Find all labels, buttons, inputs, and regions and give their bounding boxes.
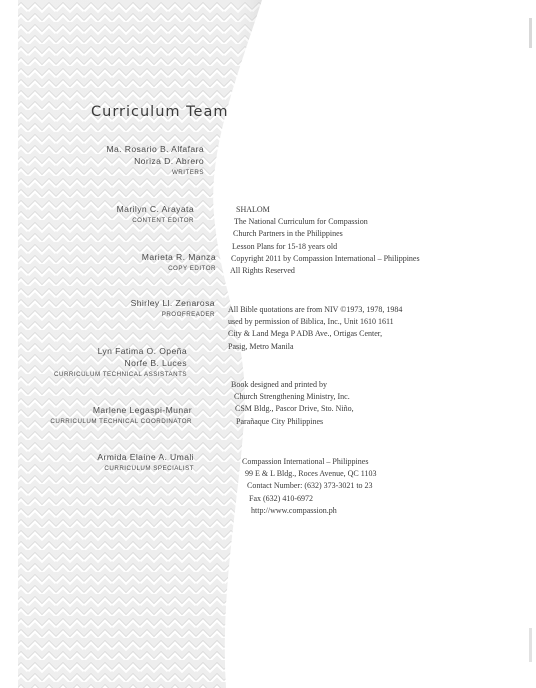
credit-role: CONTENT EDITOR (132, 217, 194, 224)
page-title: Curriculum Team (91, 104, 229, 120)
book-info-line: All Rights Reserved (230, 266, 295, 276)
book-info-line: Church Partners in the Philippines (233, 229, 343, 239)
page-edge-mark-top (529, 18, 532, 48)
credit-role: WRITERS (171, 169, 204, 176)
credit-writers (106, 143, 204, 179)
credit-role: PROOFREADER (161, 311, 215, 318)
printer-line: Book designed and printed by (231, 380, 327, 389)
page-edge-mark-bottom (529, 628, 532, 662)
credit-role: COPY EDITOR (168, 265, 216, 272)
credit-technical-assistants (54, 345, 187, 381)
book-info-line: The National Curriculum for Compassion (234, 217, 368, 227)
book-info-line: Lesson Plans for 15-18 years old (232, 241, 338, 251)
credit-name: Marilyn C. Arayata (116, 204, 194, 214)
bible-note-line: used by permission of Biblica, Inc., Unit 1610 1611 (228, 317, 394, 327)
credit-technical-coordinator (50, 404, 192, 428)
credit-proofreader (131, 297, 215, 321)
credit-name: Shirley Ll. Zenarosa (130, 298, 215, 308)
credit-name: Marlene Legaspi-Munar (92, 405, 192, 415)
credit-name: Norfe B. Luces (124, 358, 187, 368)
contact-line: Contact Number: (632) 373-3021 to 23 (247, 481, 373, 491)
contact-info (242, 456, 376, 517)
bible-note-line: All Bible quotations are from NIV ©1973, 1978, 1984 (228, 305, 403, 314)
credit-role: CURRICULUM TECHNICAL ASSISTANTS (54, 371, 187, 378)
credit-copy-editor (142, 251, 216, 275)
printer-line: Parañaque City Philippines (236, 416, 324, 426)
printer-info (231, 379, 354, 428)
printer-line: CSM Bldg., Pascor Drive, Sto. Niño, (235, 404, 354, 414)
credit-role: CURRICULUM SPECIALIST (104, 465, 194, 472)
credit-role: CURRICULUM TECHNICAL COORDINATOR (50, 418, 192, 425)
bible-quotation-note (228, 304, 402, 353)
credit-name: Armida Elaine A. Umali (97, 452, 194, 462)
contact-line: 99 E & L Bldg., Roces Avenue, QC 1103 (245, 469, 377, 479)
bible-note-line: City & Land Mega P ADB Ave., Ortigas Center, (228, 329, 383, 339)
credit-name: Lyn Fatima O. Opeña (97, 346, 187, 356)
credit-name: Noriza D. Abrero (134, 156, 204, 166)
website-link[interactable]: http://www.compassion.ph (251, 505, 337, 515)
book-info-line: Copyright 2011 by Compassion International – Philippines (231, 253, 420, 263)
credit-curriculum-specialist (97, 451, 194, 475)
credit-name: Marieta R. Manza (141, 252, 216, 262)
book-info-line: SHALOM (236, 205, 270, 214)
contact-line: Fax (632) 410-6972 (249, 493, 313, 503)
printer-line: Church Strengthening Ministry, Inc. (234, 392, 350, 402)
credit-name: Ma. Rosario B. Alfafara (106, 144, 204, 154)
credit-content-editor (117, 203, 194, 227)
book-info (230, 204, 420, 277)
contact-line: Compassion International – Philippines (242, 457, 369, 466)
bible-note-line: Pasig, Metro Manila (228, 341, 294, 351)
